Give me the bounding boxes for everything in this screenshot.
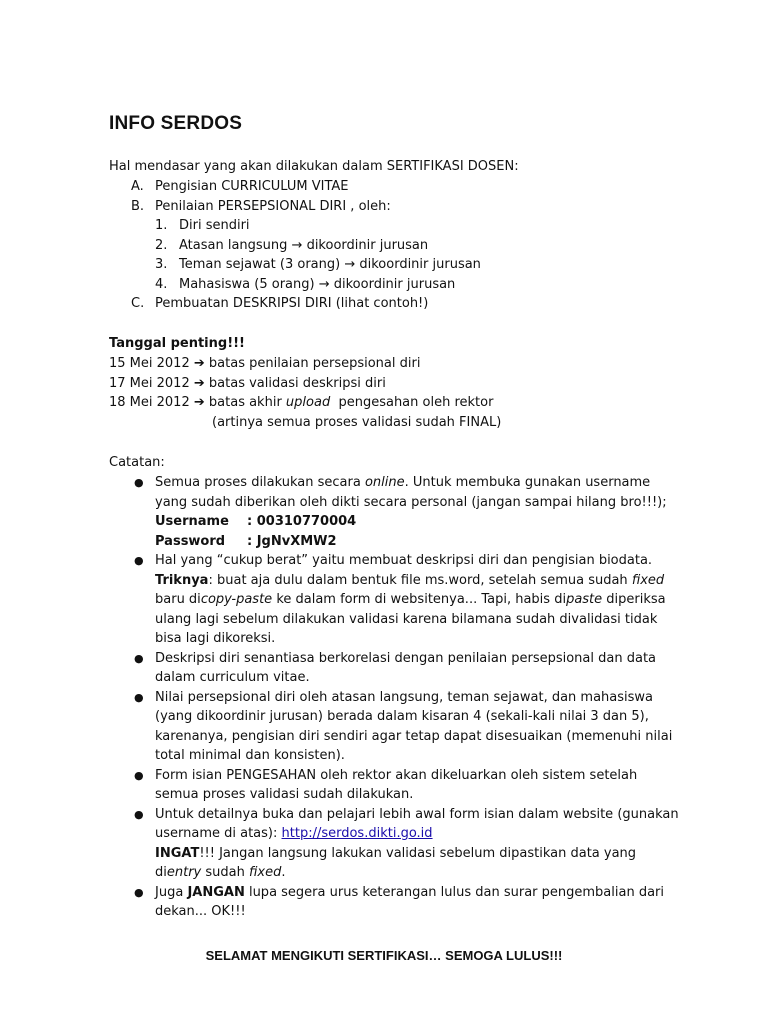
note-item: ● Juga JANGAN lupa segera urus keterangan lulus dan surar pengembalian dari dekan... OK!!!: [134, 884, 665, 919]
notes-heading: Catatan:: [109, 455, 165, 470]
list-item: [109, 236, 481, 256]
arrow-icon: ➔: [193, 375, 205, 391]
list-marker: 1.: [155, 218, 168, 233]
list-item: [109, 177, 481, 197]
note-item: ● Form isian PENGESAHAN oleh rektor akan dikeluarkan oleh sistem setelah semua proses validasi sudah dilakukan.: [134, 767, 638, 802]
date-row: [109, 393, 501, 413]
bullet-icon: ●: [134, 885, 144, 899]
bullet-icon: ●: [134, 554, 144, 567]
intro-text: Hal mendasar yang akan dilakukan dalam SERTIFIKASI DOSEN:: [109, 159, 519, 174]
bullet-icon: ●: [134, 807, 144, 821]
list-item: [109, 275, 481, 295]
note-item: ● Deskripsi diri senantiasa berkorelasi dengan penilaian persepsional dan data dalam curriculum vitae.: [134, 650, 657, 685]
list-item: [109, 197, 481, 217]
date-description: batas penilaian persepsional diri: [208, 356, 421, 371]
dates-list: [109, 354, 501, 432]
list-marker: 2.: [155, 237, 168, 253]
list-item: [109, 216, 481, 236]
note-item: ● Untuk detailnya buka dan pelajari lebih awal form isian dalam website (gunakan username di atas): http://serdos.dikti.go.id INGAT!!! Jangan langsung lakukan validasi sebelum dipastikan data yang dientry sudah fixed.: [134, 806, 679, 880]
date-value: 18 Mei 2012: [109, 395, 190, 410]
username-line: Username : 00310770004: [155, 514, 357, 529]
date-value: 17 Mei 2012: [109, 375, 190, 391]
arrow-icon: ➔: [193, 395, 205, 410]
dates-heading: Tanggal penting!!!: [109, 336, 245, 351]
password-line: Password : JgNvXMW2: [155, 533, 337, 549]
list-item-text: Atasan langsung → dikoordinir jurusan: [179, 237, 429, 253]
notes-list: [109, 473, 729, 922]
list-item-text: Penilaian PERSEPSIONAL DIRI , oleh:: [155, 198, 391, 214]
note-item: ● Semua proses dilakukan secara online. Untuk membuka gunakan username yang sudah diberikan oleh dikti secara personal (jangan sampai hilang bro!!!); Username : 00310770004 Password : JgNvXMW2: [109, 473, 729, 551]
note-item: ● Hal yang “cukup berat” yaitu membuat deskripsi diri dan pengisian biodata. Triknya: buat aja dulu dalam bentuk file ms.word, setelah semua sudah fixed baru dicopy-paste ke dalam form di websitenya... Tapi, habis dipaste diperiksa ulang lagi sebelum dilakukan validasi karena bilamana sudah divalidasi tidak bisa lagi dikoreksi.: [134, 553, 666, 646]
dates-note: (artinya semua proses validasi sudah FINAL): [212, 414, 502, 430]
list-item-text: Mahasiswa (5 orang) → dikoordinir jurusan: [179, 276, 456, 292]
list-item: [109, 294, 481, 314]
list-marker: B.: [131, 198, 145, 214]
date-description: batas akhir upload pengesahan oleh rektor: [208, 395, 494, 410]
list-marker: 4.: [155, 276, 168, 292]
note-item: ● Nilai persepsional diri oleh atasan langsung, teman sejawat, dan mahasiswa (yang dikoordinir jurusan) berada dalam kisaran 4 (sekali-kali nilai 3 dan 5), karenanya, pengisian diri sendiri agar tetap dapat disesuaikan (memenuhi nilai total minimal dan konsisten).: [134, 689, 673, 763]
arrow-icon: ➔: [193, 356, 205, 371]
date-row: [109, 374, 501, 394]
bullet-icon: ●: [134, 768, 144, 782]
date-row: [109, 354, 501, 374]
bullet-icon: ●: [134, 476, 144, 489]
list-marker: A.: [131, 179, 144, 194]
date-description: batas validasi deskripsi diri: [208, 375, 386, 391]
list-item: [109, 255, 481, 275]
date-value: 15 Mei 2012: [109, 356, 190, 371]
list-item-text: Diri sendiri: [179, 218, 250, 233]
steps-list: [109, 177, 481, 314]
list-marker: C.: [131, 296, 145, 311]
list-item-text: Teman sejawat (3 orang) → dikoordinir jurusan: [179, 257, 481, 272]
bullet-icon: ●: [134, 651, 144, 665]
bullet-icon: ●: [134, 690, 144, 704]
list-item-text: Pengisian CURRICULUM VITAE: [155, 179, 349, 194]
closing-message: SELAMAT MENGIKUTI SERTIFIKASI… SEMOGA LULUS!!!: [205, 948, 563, 963]
list-item-text: Pembuatan DESKRIPSI DIRI (lihat contoh!): [155, 296, 429, 311]
document-title: INFO SERDOS: [109, 113, 243, 134]
serdos-link[interactable]: http://serdos.dikti.go.id: [281, 826, 433, 841]
list-marker: 3.: [155, 257, 168, 272]
